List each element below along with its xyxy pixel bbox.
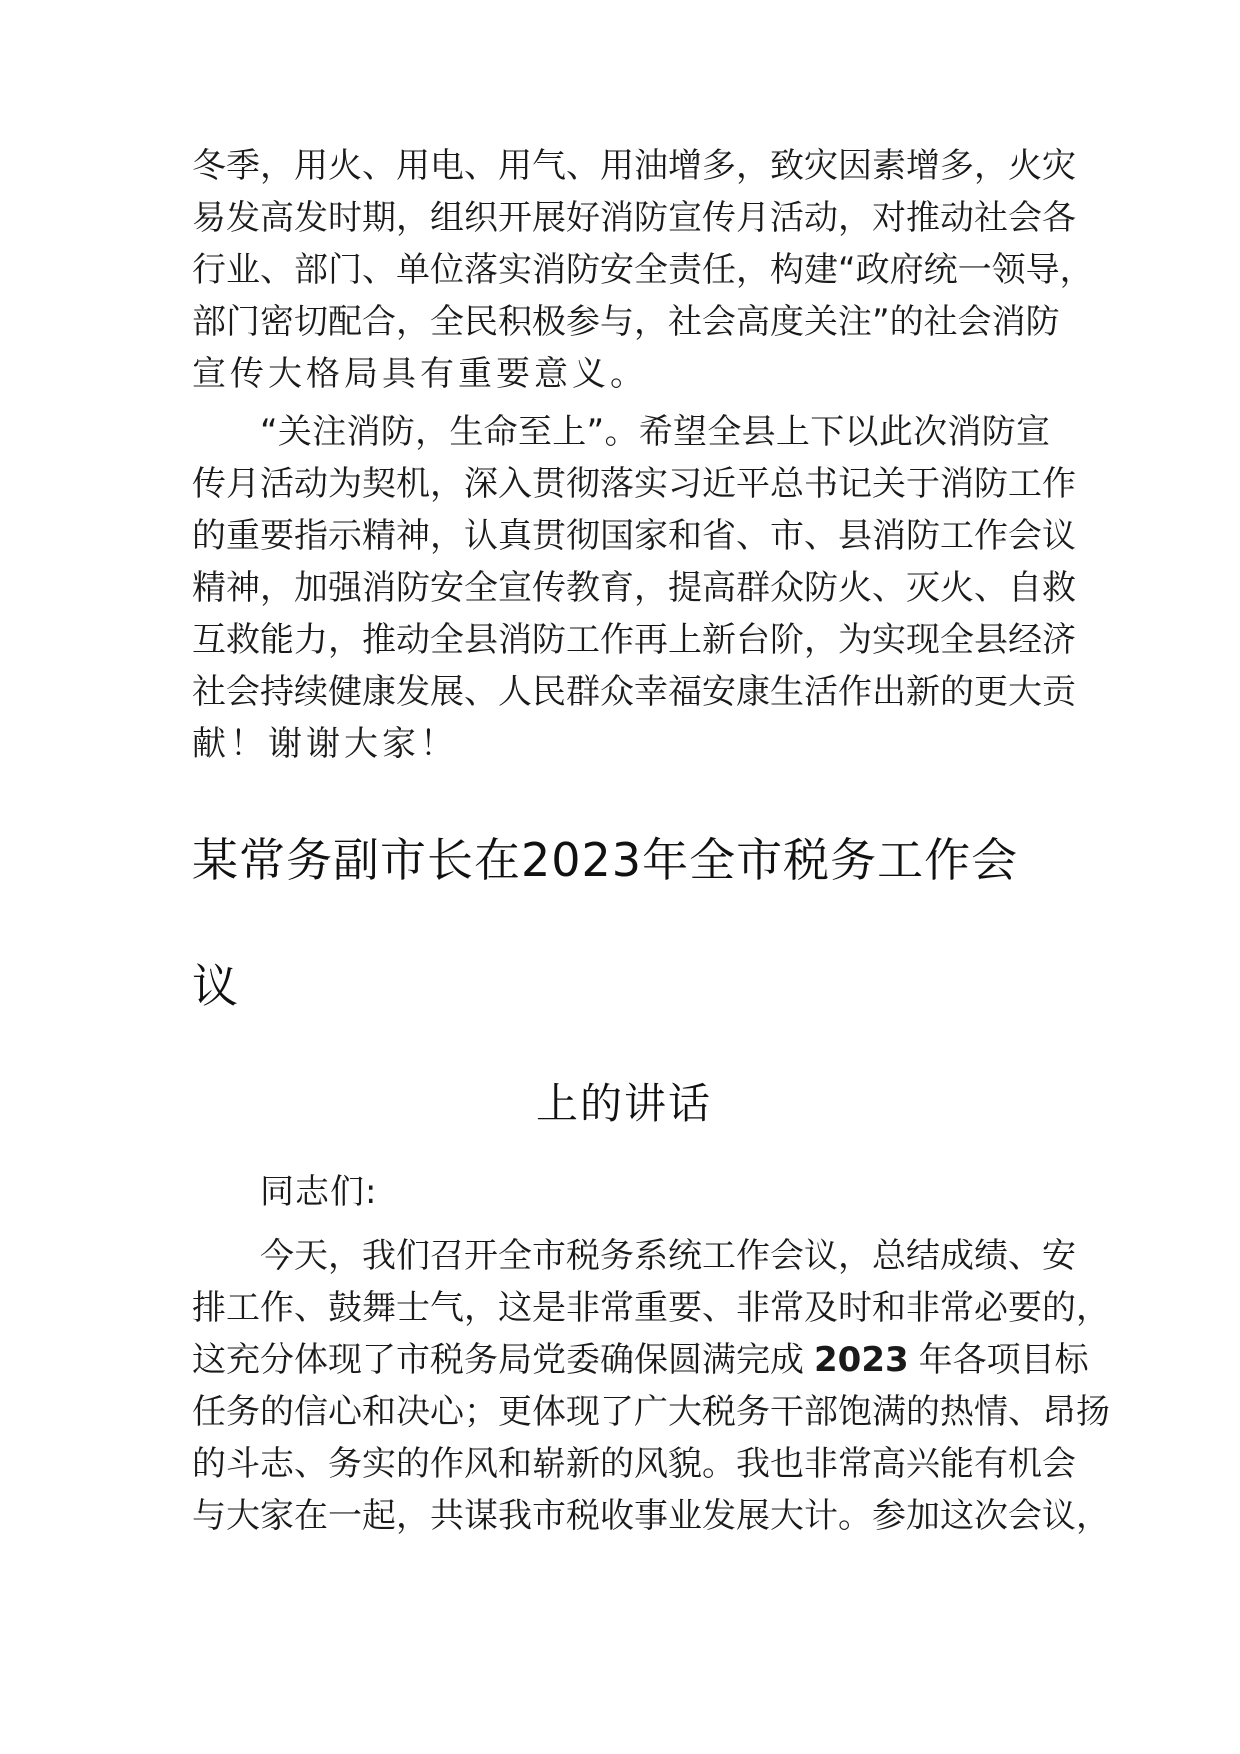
paragraph-3-line-6: 与大家在一起，共谋我市税收事业发展大计。参加这次会议， [192, 1496, 1110, 1536]
paragraph-2-line-3: 的重要指示精神，认真贯彻国家和省、市、县消防工作会议 [192, 516, 1076, 556]
speech-title-line-2: 议 [192, 959, 239, 1013]
paragraph-2-line-2: 传月活动为契机，深入贯彻落实习近平总书记关于消防工作 [192, 464, 1076, 504]
paragraph-2-line-1: “关注消防，生命至上”。希望全县上下以此次消防宣 [260, 412, 1050, 452]
paragraph-3-line-2: 排工作、鼓舞士气，这是非常重要、非常及时和非常必要的， [192, 1288, 1110, 1328]
paragraph-3-line-3 [192, 1340, 1089, 1380]
speech-subtitle: 上的讲话 [535, 1079, 712, 1128]
paragraph-1-line-4: 部门密切配合，全民积极参与，社会高度关注”的社会消防 [192, 302, 1060, 342]
paragraph-3-line-4: 任务的信心和决心；更体现了广大税务干部饱满的热情、昂扬 [192, 1392, 1110, 1432]
paragraph-1-line-2: 易发高发时期，组织开展好消防宣传月活动，对推动社会各 [192, 198, 1076, 238]
paragraph-3-line-3-text-before: 这充分体现了市税务局党委确保圆满完成 [192, 1340, 804, 1380]
paragraph-1-line-1: 冬季，用火、用电、用气、用油增多，致灾因素增多，火灾 [192, 146, 1076, 186]
paragraph-3-line-1: 今天，我们召开全市税务系统工作会议，总结成绩、安 [260, 1236, 1076, 1276]
greeting: 同志们: [260, 1172, 378, 1212]
paragraph-2-line-5: 互救能力，推动全县消防工作再上新台阶，为实现全县经济 [192, 620, 1076, 660]
speech-title-line-1: 某常务副市长在2023年全市税务工作会 [192, 833, 1019, 887]
paragraph-2-line-4: 精神，加强消防安全宣传教育，提高群众防火、灭火、自救 [192, 568, 1076, 608]
paragraph-3-line-3-text-after: 年各项目标 [918, 1340, 1089, 1380]
paragraph-2-line-6: 社会持续健康发展、人民群众幸福安康生活作出新的更大贡 [192, 672, 1076, 712]
paragraph-1-line-5: 宣传大格局具有重要意义。 [192, 354, 648, 394]
paragraph-2-line-7: 献！谢谢大家！ [192, 724, 458, 764]
paragraph-3-line-5: 的斗志、务实的作风和崭新的风貌。我也非常高兴能有机会 [192, 1444, 1076, 1484]
year-number: 2023 [814, 1340, 909, 1380]
paragraph-1-line-3: 行业、部门、单位落实消防安全责任，构建“政府统一领导， [192, 250, 1094, 290]
